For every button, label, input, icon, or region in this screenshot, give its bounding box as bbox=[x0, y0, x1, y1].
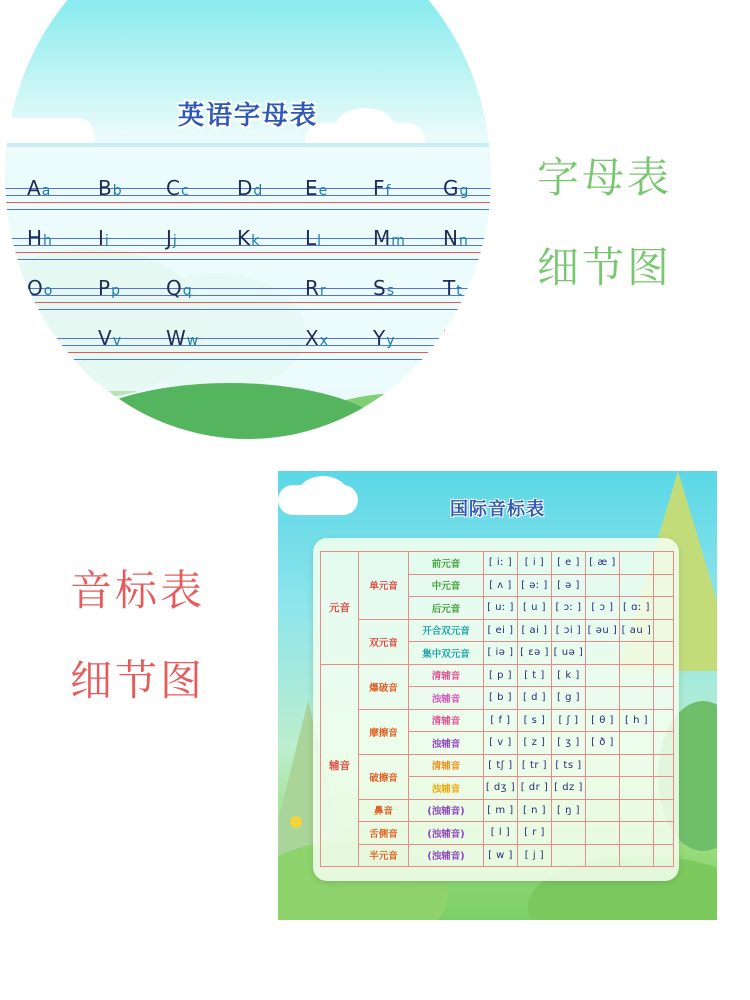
phonetic-symbol: [ h ] bbox=[620, 709, 654, 732]
ruled-line bbox=[5, 359, 491, 360]
phonetic-row-label: 清辅音 bbox=[409, 709, 484, 732]
alphabet-title: 英语字母表 bbox=[177, 101, 318, 131]
phonetic-empty-cell bbox=[654, 754, 674, 777]
phonetic-symbol: [ au ] bbox=[620, 619, 654, 642]
phonetic-row bbox=[321, 619, 674, 642]
alphabet-letter-pair bbox=[98, 326, 121, 350]
uppercase-letter: X bbox=[305, 326, 319, 350]
lowercase-letter: d bbox=[253, 183, 263, 199]
phonetic-row-label: 后元音 bbox=[409, 597, 484, 620]
phonetic-symbol: [ ʒ ] bbox=[552, 732, 586, 755]
phonetic-table-card bbox=[313, 538, 679, 881]
phonetic-category: 元音 bbox=[321, 552, 359, 665]
alphabet-caption-line1: 字母表 bbox=[537, 153, 673, 202]
phonetic-symbol: [ iə ] bbox=[484, 642, 518, 665]
writing-lines bbox=[5, 288, 491, 310]
phonetic-symbol: [ ɔː ] bbox=[552, 597, 586, 620]
uppercase-letter: C bbox=[166, 176, 180, 200]
uppercase-letter: G bbox=[443, 176, 459, 200]
lowercase-letter: x bbox=[319, 333, 328, 349]
lowercase-letter: k bbox=[251, 233, 260, 249]
phonetic-symbol: [ u ] bbox=[518, 597, 552, 620]
phonetic-symbol: [ p ] bbox=[484, 664, 518, 687]
phonetic-empty-cell bbox=[654, 642, 674, 665]
phonetic-symbol: [ z ] bbox=[518, 732, 552, 755]
phonetic-symbol: [ t ] bbox=[518, 664, 552, 687]
alphabet-chart-image bbox=[5, 0, 491, 439]
phonetic-symbol: [ əu ] bbox=[586, 619, 620, 642]
phonetic-symbol bbox=[620, 754, 654, 777]
phonetic-symbol bbox=[586, 844, 620, 867]
uppercase-letter: A bbox=[27, 176, 41, 200]
phonetic-empty-cell bbox=[654, 574, 674, 597]
phonetic-row bbox=[321, 709, 674, 732]
phonetic-subcategory: 舌侧音 bbox=[359, 822, 409, 845]
uppercase-letter: T bbox=[443, 276, 456, 300]
phonetic-subcategory: 爆破音 bbox=[359, 664, 409, 709]
phonetic-symbol: [ v ] bbox=[484, 732, 518, 755]
ruled-line bbox=[5, 345, 491, 346]
uppercase-letter: R bbox=[305, 276, 319, 300]
phonetic-symbol: [ m ] bbox=[484, 799, 518, 822]
lowercase-letter: e bbox=[318, 183, 328, 199]
uppercase-letter: O bbox=[27, 276, 43, 300]
phonetic-row-label: 浊辅音 bbox=[409, 777, 484, 800]
alphabet-letter-pair bbox=[27, 276, 52, 300]
phonetic-symbol: [ d ] bbox=[518, 687, 552, 710]
phonetic-symbol bbox=[552, 844, 586, 867]
phonetic-symbol: [ w ] bbox=[484, 844, 518, 867]
lowercase-letter: w bbox=[186, 333, 199, 349]
lowercase-letter: f bbox=[385, 183, 391, 199]
alphabet-letter-pair bbox=[237, 226, 259, 250]
phonetic-row-label: 中元音 bbox=[409, 574, 484, 597]
alphabet-letter-pair bbox=[27, 226, 52, 250]
phonetic-row-label: (浊辅音) bbox=[409, 799, 484, 822]
phonetic-row-label: 前元音 bbox=[409, 552, 484, 575]
phonetic-caption-line1: 音标表 bbox=[70, 566, 206, 615]
uppercase-letter: U bbox=[27, 326, 42, 350]
phonetic-symbol: [ iː ] bbox=[484, 552, 518, 575]
flower bbox=[290, 816, 302, 828]
phonetic-symbol: [ ə ] bbox=[552, 574, 586, 597]
ruled-line bbox=[5, 309, 491, 310]
phonetic-symbol bbox=[620, 664, 654, 687]
uppercase-letter: S bbox=[373, 276, 386, 300]
phonetic-row bbox=[321, 799, 674, 822]
lowercase-letter: l bbox=[317, 233, 322, 249]
phonetic-row-label: 开合双元音 bbox=[409, 619, 484, 642]
phonetic-row bbox=[321, 844, 674, 867]
lowercase-letter: y bbox=[386, 333, 395, 349]
phonetic-symbol bbox=[620, 732, 654, 755]
phonetic-row bbox=[321, 664, 674, 687]
alphabet-chart-background bbox=[5, 0, 491, 439]
phonetic-category: 辅音 bbox=[321, 664, 359, 867]
ruled-line bbox=[5, 352, 491, 353]
phonetic-symbol: [ ai ] bbox=[518, 619, 552, 642]
phonetic-symbol bbox=[586, 664, 620, 687]
alphabet-letter-pair bbox=[443, 226, 468, 250]
phonetic-empty-cell bbox=[654, 597, 674, 620]
uppercase-letter: P bbox=[98, 276, 111, 300]
lowercase-letter: q bbox=[182, 283, 192, 299]
phonetic-row-label: (浊辅音) bbox=[409, 822, 484, 845]
lowercase-letter: p bbox=[111, 283, 120, 299]
alphabet-letter-pair bbox=[98, 276, 120, 300]
uppercase-letter: I bbox=[98, 226, 104, 250]
phonetic-symbol: [ ei ] bbox=[484, 619, 518, 642]
phonetic-symbol: [ tʃ ] bbox=[484, 754, 518, 777]
uppercase-letter: Y bbox=[373, 326, 386, 350]
phonetic-symbol: [ j ] bbox=[518, 844, 552, 867]
phonetic-symbol bbox=[620, 777, 654, 800]
phonetic-row bbox=[321, 822, 674, 845]
phonetic-row-label: 集中双元音 bbox=[409, 642, 484, 665]
ruled-line bbox=[5, 252, 491, 253]
phonetic-symbol: [ θ ] bbox=[586, 709, 620, 732]
phonetic-symbol: [ ŋ ] bbox=[552, 799, 586, 822]
uppercase-letter: W bbox=[166, 326, 186, 350]
lowercase-letter: a bbox=[41, 183, 51, 199]
phonetic-symbol: [ dʒ ] bbox=[484, 777, 518, 800]
uppercase-letter: E bbox=[305, 176, 318, 200]
lowercase-letter: h bbox=[43, 233, 52, 249]
phonetic-row-label: 浊辅音 bbox=[409, 732, 484, 755]
uppercase-letter: Z bbox=[443, 326, 457, 350]
phonetic-symbol: [ ɔ ] bbox=[586, 597, 620, 620]
alphabet-letter-pair bbox=[166, 226, 177, 250]
phonetic-empty-cell bbox=[654, 687, 674, 710]
phonetic-symbol bbox=[620, 574, 654, 597]
alphabet-letter-pair bbox=[237, 176, 262, 200]
phonetic-symbol: [ s ] bbox=[518, 709, 552, 732]
phonetic-symbol bbox=[620, 642, 654, 665]
writing-lines bbox=[5, 338, 491, 360]
phonetic-symbol bbox=[586, 642, 620, 665]
phonetic-symbol: [ r ] bbox=[518, 822, 552, 845]
alphabet-caption-line2: 细节图 bbox=[537, 243, 673, 292]
phonetic-symbol: [ uə ] bbox=[552, 642, 586, 665]
phonetic-symbol: [ tr ] bbox=[518, 754, 552, 777]
phonetic-symbol bbox=[620, 687, 654, 710]
phonetic-symbol: [ e ] bbox=[552, 552, 586, 575]
alphabet-letter-pair bbox=[166, 276, 192, 300]
phonetic-symbol: [ uː ] bbox=[484, 597, 518, 620]
lowercase-letter: z bbox=[457, 333, 466, 349]
lowercase-letter: c bbox=[180, 183, 189, 199]
alphabet-letter-pair bbox=[166, 176, 189, 200]
phonetic-symbol: [ ʃ ] bbox=[552, 709, 586, 732]
uppercase-letter: N bbox=[443, 226, 458, 250]
uppercase-letter: D bbox=[237, 176, 253, 200]
lowercase-letter: t bbox=[456, 283, 462, 299]
uppercase-letter: B bbox=[98, 176, 112, 200]
lowercase-letter: s bbox=[386, 283, 394, 299]
phonetic-subcategory: 摩擦音 bbox=[359, 709, 409, 754]
ruled-line bbox=[5, 302, 491, 303]
phonetic-symbol: [ ʌ ] bbox=[484, 574, 518, 597]
lowercase-letter: v bbox=[112, 333, 121, 349]
phonetic-symbol bbox=[586, 799, 620, 822]
phonetic-symbol: [ n ] bbox=[518, 799, 552, 822]
phonetic-symbol: [ ɛə ] bbox=[518, 642, 552, 665]
phonetic-caption-line2: 细节图 bbox=[70, 656, 206, 705]
ruled-line bbox=[5, 338, 491, 339]
phonetic-symbol bbox=[586, 777, 620, 800]
phonetic-table bbox=[320, 551, 674, 867]
uppercase-letter: M bbox=[373, 226, 391, 250]
phonetic-empty-cell bbox=[654, 844, 674, 867]
phonetic-row bbox=[321, 754, 674, 777]
phonetic-symbol: [ f ] bbox=[484, 709, 518, 732]
ruled-line bbox=[5, 209, 491, 210]
phonetic-symbol bbox=[586, 687, 620, 710]
phonetic-row bbox=[321, 552, 674, 575]
phonetic-symbol: [ əː ] bbox=[518, 574, 552, 597]
alphabet-letter-pair bbox=[305, 276, 326, 300]
phonetic-symbol: [ g ] bbox=[552, 687, 586, 710]
phonetic-chart-image bbox=[278, 471, 717, 920]
alphabet-letter-pair bbox=[305, 226, 321, 250]
phonetic-symbol bbox=[620, 552, 654, 575]
phonetic-symbol bbox=[620, 822, 654, 845]
phonetic-symbol: [ æ ] bbox=[586, 552, 620, 575]
lowercase-letter: i bbox=[104, 233, 109, 249]
phonetic-empty-cell bbox=[654, 777, 674, 800]
uppercase-letter: H bbox=[27, 226, 43, 250]
phonetic-symbol: [ i ] bbox=[518, 552, 552, 575]
phonetic-symbol bbox=[620, 799, 654, 822]
ruled-line bbox=[5, 202, 491, 203]
phonetic-symbol bbox=[586, 574, 620, 597]
phonetic-empty-cell bbox=[654, 552, 674, 575]
alphabet-letter-pair bbox=[443, 276, 462, 300]
alphabet-letter-pair bbox=[443, 326, 465, 350]
alphabet-letter-pair bbox=[98, 176, 122, 200]
phonetic-row-label: (浊辅音) bbox=[409, 844, 484, 867]
lowercase-letter: j bbox=[172, 233, 177, 249]
alphabet-letter-pair bbox=[27, 326, 52, 350]
phonetic-symbol: [ ts ] bbox=[552, 754, 586, 777]
phonetic-subcategory: 单元音 bbox=[359, 552, 409, 620]
phonetic-symbol: [ ɔi ] bbox=[552, 619, 586, 642]
uppercase-letter: F bbox=[373, 176, 385, 200]
alphabet-letter-pair bbox=[27, 176, 50, 200]
alphabet-letter-pair bbox=[443, 176, 468, 200]
phonetic-empty-cell bbox=[654, 822, 674, 845]
phonetic-empty-cell bbox=[654, 664, 674, 687]
phonetic-row-label: 清辅音 bbox=[409, 754, 484, 777]
uppercase-letter: L bbox=[305, 226, 317, 250]
alphabet-letter-pair bbox=[373, 276, 394, 300]
tree bbox=[390, 378, 434, 438]
uppercase-letter: K bbox=[237, 226, 251, 250]
phonetic-symbol: [ b ] bbox=[484, 687, 518, 710]
alphabet-letter-pair bbox=[305, 176, 327, 200]
phonetic-symbol: [ dr ] bbox=[518, 777, 552, 800]
phonetic-title: 国际音标表 bbox=[450, 499, 545, 520]
phonetic-symbol bbox=[586, 754, 620, 777]
uppercase-letter: V bbox=[98, 326, 112, 350]
phonetic-empty-cell bbox=[654, 709, 674, 732]
phonetic-symbol: [ l ] bbox=[484, 822, 518, 845]
ruled-line bbox=[5, 259, 491, 260]
uppercase-letter: J bbox=[166, 226, 172, 250]
phonetic-symbol: [ dz ] bbox=[552, 777, 586, 800]
lowercase-letter: o bbox=[43, 283, 53, 299]
lowercase-letter: u bbox=[42, 333, 52, 349]
phonetic-subcategory: 半元音 bbox=[359, 844, 409, 867]
phonetic-empty-cell bbox=[654, 732, 674, 755]
phonetic-subcategory: 破擦音 bbox=[359, 754, 409, 799]
phonetic-subcategory: 双元音 bbox=[359, 619, 409, 664]
alphabet-letter-pair bbox=[166, 326, 198, 350]
lowercase-letter: m bbox=[391, 233, 405, 249]
lowercase-letter: b bbox=[112, 183, 122, 199]
phonetic-symbol bbox=[620, 844, 654, 867]
ruled-line bbox=[5, 295, 491, 296]
lowercase-letter: g bbox=[459, 183, 469, 199]
lowercase-letter: n bbox=[458, 233, 468, 249]
uppercase-letter: Q bbox=[166, 276, 182, 300]
alphabet-letter-pair bbox=[305, 326, 328, 350]
ruled-line bbox=[5, 288, 491, 289]
phonetic-subcategory: 鼻音 bbox=[359, 799, 409, 822]
phonetic-symbol: [ k ] bbox=[552, 664, 586, 687]
phonetic-symbol bbox=[552, 822, 586, 845]
phonetic-symbol: [ ɑː ] bbox=[620, 597, 654, 620]
phonetic-row-label: 浊辅音 bbox=[409, 687, 484, 710]
alphabet-letter-pair bbox=[373, 226, 405, 250]
alphabet-letter-pair bbox=[373, 176, 390, 200]
lowercase-letter: r bbox=[319, 283, 326, 299]
phonetic-symbol bbox=[586, 822, 620, 845]
phonetic-empty-cell bbox=[654, 799, 674, 822]
phonetic-empty-cell bbox=[654, 619, 674, 642]
alphabet-letter-pair bbox=[98, 226, 109, 250]
alphabet-letter-pair bbox=[373, 326, 395, 350]
phonetic-row-label: 清辅音 bbox=[409, 664, 484, 687]
phonetic-symbol: [ ð ] bbox=[586, 732, 620, 755]
